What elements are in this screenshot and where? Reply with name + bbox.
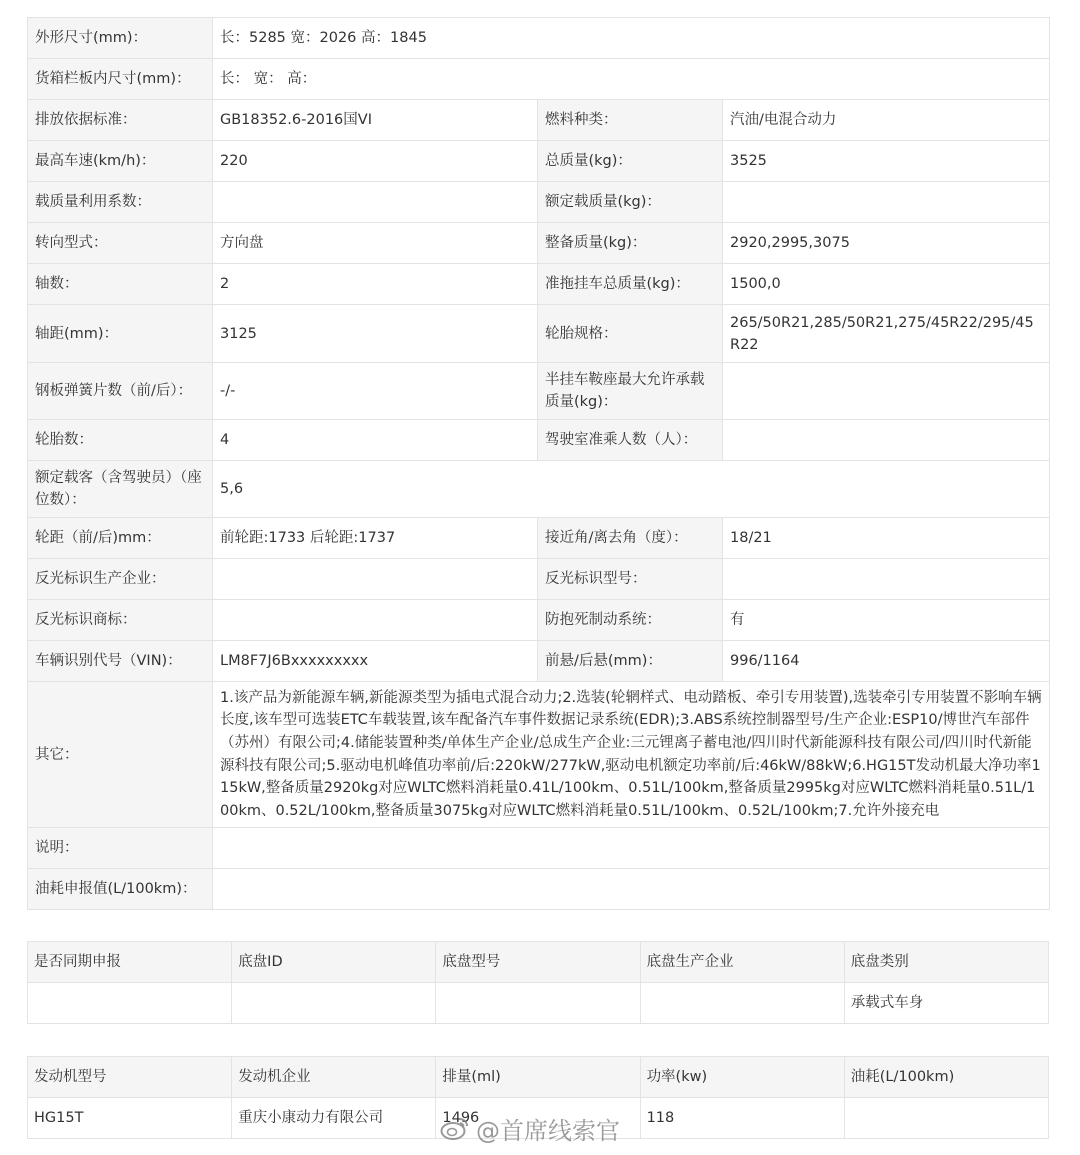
engine-header-displacement: 排量(ml) (436, 1057, 640, 1098)
other-label: 其它： (28, 682, 213, 828)
reflector-maker-value (213, 559, 538, 600)
chassis-header-row (28, 942, 1049, 983)
spec-row (28, 518, 1050, 559)
spec-row (28, 869, 1050, 910)
spec-row (28, 100, 1050, 141)
rated-load-value (723, 182, 1050, 223)
fifth-wheel-load-value (723, 363, 1050, 420)
axles-label: 轴数： (28, 264, 213, 305)
chassis-header-concurrent: 是否同期申报 (28, 942, 232, 983)
tire-spec-value: 265/50R21,285/50R21,275/45R22/295/45R22 (723, 305, 1050, 363)
reflector-model-label: 反光标识型号： (538, 559, 723, 600)
spec-row (28, 363, 1050, 420)
chassis-header-id: 底盘ID (232, 942, 436, 983)
load-coefficient-value (213, 182, 538, 223)
total-mass-label: 总质量(kg)： (538, 141, 723, 182)
dimensions-label: 外形尺寸(mm)： (28, 18, 213, 59)
chassis-cell-category: 承载式车身 (844, 983, 1048, 1024)
engine-header-power: 功率(kw) (640, 1057, 844, 1098)
spec-row (28, 141, 1050, 182)
leaf-spring-label: 钢板弹簧片数（前/后）： (28, 363, 213, 420)
spec-row (28, 641, 1050, 682)
chassis-header-maker: 底盘生产企业 (640, 942, 844, 983)
emission-standard-value: GB18352.6-2016国VI (213, 100, 538, 141)
wheelbase-value: 3125 (213, 305, 538, 363)
spec-row (28, 59, 1050, 100)
approach-departure-angle-label: 接近角/离去角（度）： (538, 518, 723, 559)
track-width-value: 前轮距:1733 后轮距:1737 (213, 518, 538, 559)
overhang-label: 前悬/后悬(mm)： (538, 641, 723, 682)
chassis-cell-maker (640, 983, 844, 1024)
cargo-dimensions-label: 货箱栏板内尺寸(mm)： (28, 59, 213, 100)
note-label: 说明： (28, 828, 213, 869)
steering-value: 方向盘 (213, 223, 538, 264)
abs-value: 有 (723, 600, 1050, 641)
max-speed-value: 220 (213, 141, 538, 182)
chassis-header-model: 底盘型号 (436, 942, 640, 983)
fifth-wheel-load-label: 半挂车鞍座最大允许承载质量(kg)： (538, 363, 723, 420)
fuel-type-label: 燃料种类： (538, 100, 723, 141)
overhang-value: 996/1164 (723, 641, 1050, 682)
engine-header-consumption: 油耗(L/100km) (844, 1057, 1048, 1098)
rated-load-label: 额定载质量(kg)： (538, 182, 723, 223)
vehicle-spec-table (27, 17, 1050, 910)
reflector-model-value (723, 559, 1050, 600)
fuel-type-value: 汽油/电混合动力 (723, 100, 1050, 141)
tire-count-value: 4 (213, 420, 538, 461)
trailer-mass-value: 1500,0 (723, 264, 1050, 305)
curb-mass-value: 2920,2995,3075 (723, 223, 1050, 264)
track-width-label: 轮距（前/后)mm： (28, 518, 213, 559)
chassis-cell-id (232, 983, 436, 1024)
engine-cell-maker: 重庆小康动力有限公司 (232, 1098, 436, 1139)
spec-row (28, 559, 1050, 600)
curb-mass-label: 整备质量(kg)： (538, 223, 723, 264)
spec-row (28, 264, 1050, 305)
engine-cell-consumption (844, 1098, 1048, 1139)
chassis-table (27, 941, 1049, 1024)
axles-value: 2 (213, 264, 538, 305)
reflector-maker-label: 反光标识生产企业： (28, 559, 213, 600)
note-value (213, 828, 1050, 869)
load-coefficient-label: 载质量利用系数： (28, 182, 213, 223)
max-speed-label: 最高车速(km/h)： (28, 141, 213, 182)
spec-row (28, 182, 1050, 223)
engine-cell-displacement: 1496 (436, 1098, 640, 1139)
chassis-header-category: 底盘类别 (844, 942, 1048, 983)
spec-row (28, 828, 1050, 869)
spec-row (28, 223, 1050, 264)
watermark-text: @首席线索官 (476, 1116, 620, 1145)
leaf-spring-value: -/- (213, 363, 538, 420)
spec-row (28, 682, 1050, 828)
engine-cell-model: HG15T (28, 1098, 232, 1139)
cab-capacity-value (723, 420, 1050, 461)
chassis-cell-concurrent (28, 983, 232, 1024)
rated-passengers-label: 额定载客（含驾驶员）（座位数）： (28, 461, 213, 518)
tire-count-label: 轮胎数： (28, 420, 213, 461)
engine-header-model: 发动机型号 (28, 1057, 232, 1098)
approach-departure-angle-value: 18/21 (723, 518, 1050, 559)
wheelbase-label: 轴距(mm)： (28, 305, 213, 363)
tire-spec-label: 轮胎规格： (538, 305, 723, 363)
spec-row (28, 420, 1050, 461)
abs-label: 防抱死制动系统： (538, 600, 723, 641)
dimensions-value: 长：5285 宽：2026 高：1845 (213, 18, 1050, 59)
cab-capacity-label: 驾驶室准乘人数（人）： (538, 420, 723, 461)
trailer-mass-label: 准拖挂车总质量(kg)： (538, 264, 723, 305)
engine-header-maker: 发动机企业 (232, 1057, 436, 1098)
spec-row (28, 18, 1050, 59)
vin-label: 车辆识别代号（VIN)： (28, 641, 213, 682)
engine-header-row (28, 1057, 1049, 1098)
rated-passengers-value: 5,6 (213, 461, 1050, 518)
spec-row (28, 600, 1050, 641)
engine-table (27, 1056, 1049, 1139)
emission-standard-label: 排放依据标准： (28, 100, 213, 141)
engine-data-row (28, 1098, 1049, 1139)
spec-row (28, 305, 1050, 363)
vin-value: LM8F7J6Bxxxxxxxxx (213, 641, 538, 682)
chassis-data-row (28, 983, 1049, 1024)
fuel-report-value (213, 869, 1050, 910)
total-mass-value: 3525 (723, 141, 1050, 182)
cargo-dimensions-value: 长： 宽： 高： (213, 59, 1050, 100)
other-value: 1.该产品为新能源车辆,新能源类型为插电式混合动力;2.选装(轮辋样式、电动踏板、牵引专用装置),选装牵引专用装置不影响车辆长度,该车型可选装ETC车载装置,该车配备汽车事件数据记录系统(EDR);3.ABS系统控制器型号/生产企业:ESP10/博世汽车部件（苏州）有限公司;4.储能装置种类/单体生产企业/总成生产企业:三元锂离子蓄电池/四川时代新能源科技有限公司/四川时代新能源科技有限公司;5.驱动电机峰值功率前/后:220kW/277kW,驱动电机额定功率前/后:46kW/88kW;6.HG15T发动机最大净功率115kW,整备质量2920kg对应WLTC燃料消耗量0.41L/100km、0.51L/100km,整备质量2995kg对应WLTC燃料消耗量0.51L/100km、0.52L/100km,整备质量3075kg对应WLTC燃料消耗量0.51L/100km、0.52L/100km;7.允许外接充电 (213, 682, 1050, 828)
fuel-report-label: 油耗申报值(L/100km)： (28, 869, 213, 910)
steering-label: 转向型式： (28, 223, 213, 264)
engine-cell-power: 118 (640, 1098, 844, 1139)
spec-row (28, 461, 1050, 518)
reflector-brand-value (213, 600, 538, 641)
chassis-cell-model (436, 983, 640, 1024)
reflector-brand-label: 反光标识商标： (28, 600, 213, 641)
